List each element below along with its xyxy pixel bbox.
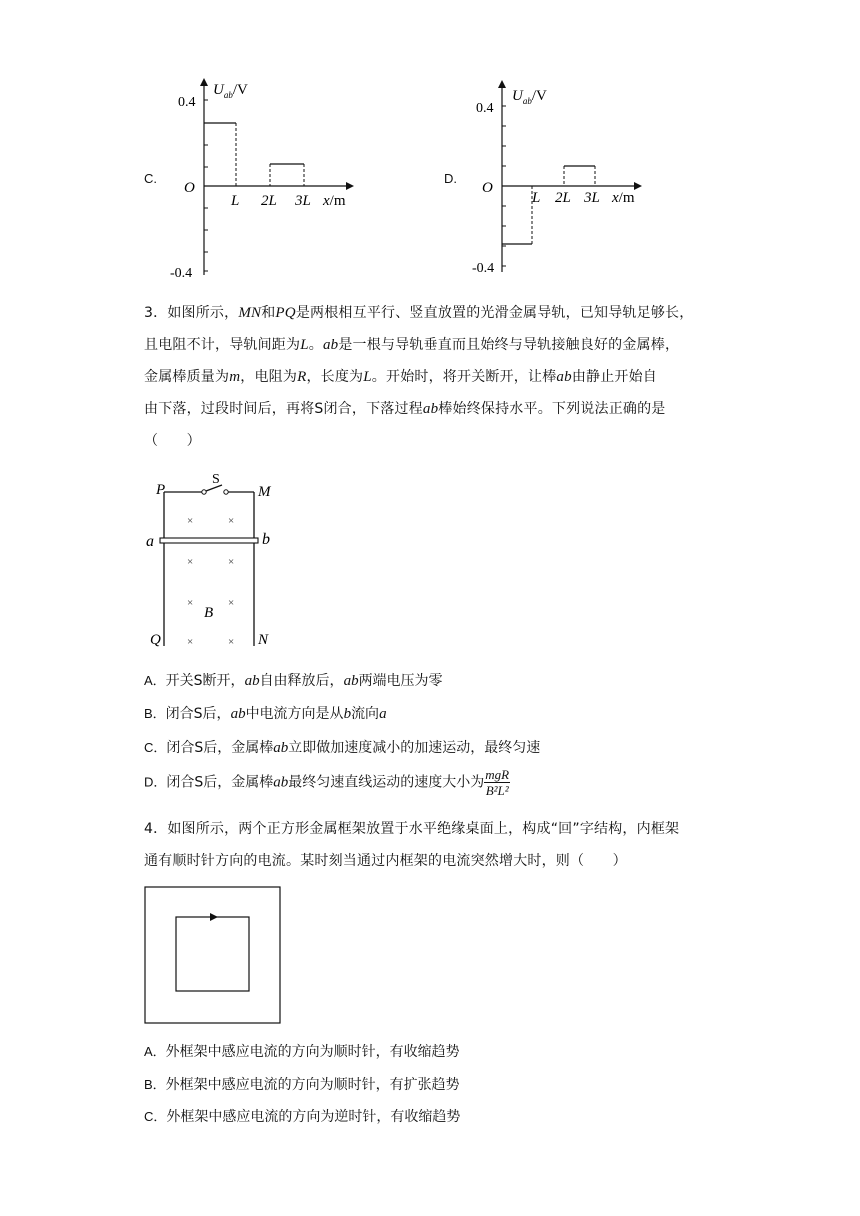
option-c-label: C. (144, 171, 157, 186)
label-m: M (258, 484, 271, 500)
x-axis-label: x/m (612, 190, 635, 206)
q4-option-b[interactable]: B．外框架中感应电流的方向为顺时针，有扩张趋势 (144, 1077, 460, 1093)
x-tick-2l: 2L (555, 190, 571, 206)
field-cross: × (187, 597, 194, 609)
field-cross: × (187, 515, 194, 527)
origin-label: O (184, 180, 195, 196)
label-a: a (146, 533, 154, 550)
y-axis-label: $U_{ab}/V$ (213, 82, 248, 100)
question-4-stem: 4．如图所示，两个正方形金属框架放置于水平绝缘桌面上，构成“回”字结构，内框架 通有顺时针方向的电流。某时刻当通过内框架的电流突然增大时，则（ ） (144, 821, 680, 869)
x-tick-l: L (532, 190, 541, 206)
q3-option-c[interactable]: C．闭合S后，金属棒ab立即做加速度减小的加速运动，最终匀速 (144, 740, 541, 756)
graph-d (462, 76, 662, 281)
label-b-field: B (204, 605, 214, 621)
label-s: S (212, 472, 220, 487)
origin-label: O (482, 180, 493, 196)
y-top-tick: 0.4 (178, 95, 196, 110)
outer-frame (145, 887, 280, 1023)
field-cross: × (228, 515, 235, 527)
rail-circuit-figure (140, 470, 280, 650)
x-tick-3l: 3L (584, 190, 600, 206)
field-cross: × (187, 636, 194, 648)
switch-contact (224, 490, 228, 494)
field-cross: × (228, 597, 235, 609)
label-q: Q (150, 632, 161, 648)
field-cross: × (228, 636, 235, 648)
x-tick-3l: 3L (295, 193, 311, 209)
q4-option-a[interactable]: A．外框架中感应电流的方向为顺时针，有收缩趋势 (144, 1044, 460, 1060)
answer-blank: （ ） (144, 433, 201, 449)
velocity-fraction: $\frac{\text{mgR}}{\text{B²L²}}$ (485, 767, 510, 798)
label-b: b (262, 531, 270, 548)
q3-option-b[interactable]: B．闭合S后，ab中电流方向是从b流向a (144, 706, 387, 722)
y-bottom-tick: -0.4 (472, 261, 495, 276)
y-top-tick: 0.4 (476, 101, 494, 116)
switch-contact (202, 490, 206, 494)
option-d-label: D. (444, 171, 457, 186)
field-cross: × (187, 556, 194, 568)
x-tick-l: L (231, 193, 240, 209)
q4-option-c[interactable]: C．外框架中感应电流的方向为逆时针，有收缩趋势 (144, 1109, 461, 1125)
question-3-stem: 3．如图所示，MN和PQ是两根相互平行、竖直放置的光滑金属导轨，已知导轨足够长， 且电阻不计，导轨间距为L。ab是一根与导轨垂直而且始终与导轨接触良好的金属棒， 金属棒质量为m，电阻为R，长度为L。开始时，将开关断开，让棒ab由静止开始自 由下落，过段时间后，再将S闭合，下落过程ab棒始终保持水平。下列说法正确的是 （ ） (144, 305, 694, 449)
label-p: P (156, 482, 166, 498)
label-n: N (258, 632, 269, 648)
q3-option-d[interactable]: D．闭合S后，金属棒ab最终匀速直线运动的速度大小为 $\frac{\text{mgR}}{\text{B²L²}}$ (144, 767, 510, 798)
x-axis-label: x/m (323, 193, 346, 209)
question-number: 3． (144, 305, 168, 321)
field-cross: × (228, 556, 235, 568)
x-tick-2l: 2L (261, 193, 277, 209)
question-number: 4． (144, 821, 168, 837)
rod-ab (160, 538, 258, 543)
y-bottom-tick: -0.4 (170, 266, 193, 281)
y-axis-label: $U_{ab}/V$ (512, 88, 547, 106)
inner-frame (176, 917, 249, 991)
square-frames-figure (144, 886, 282, 1026)
q3-option-a[interactable]: A．开关S断开，ab自由释放后，ab两端电压为零 (144, 673, 443, 689)
current-arrow-icon (210, 913, 218, 921)
graph-c (160, 70, 370, 285)
